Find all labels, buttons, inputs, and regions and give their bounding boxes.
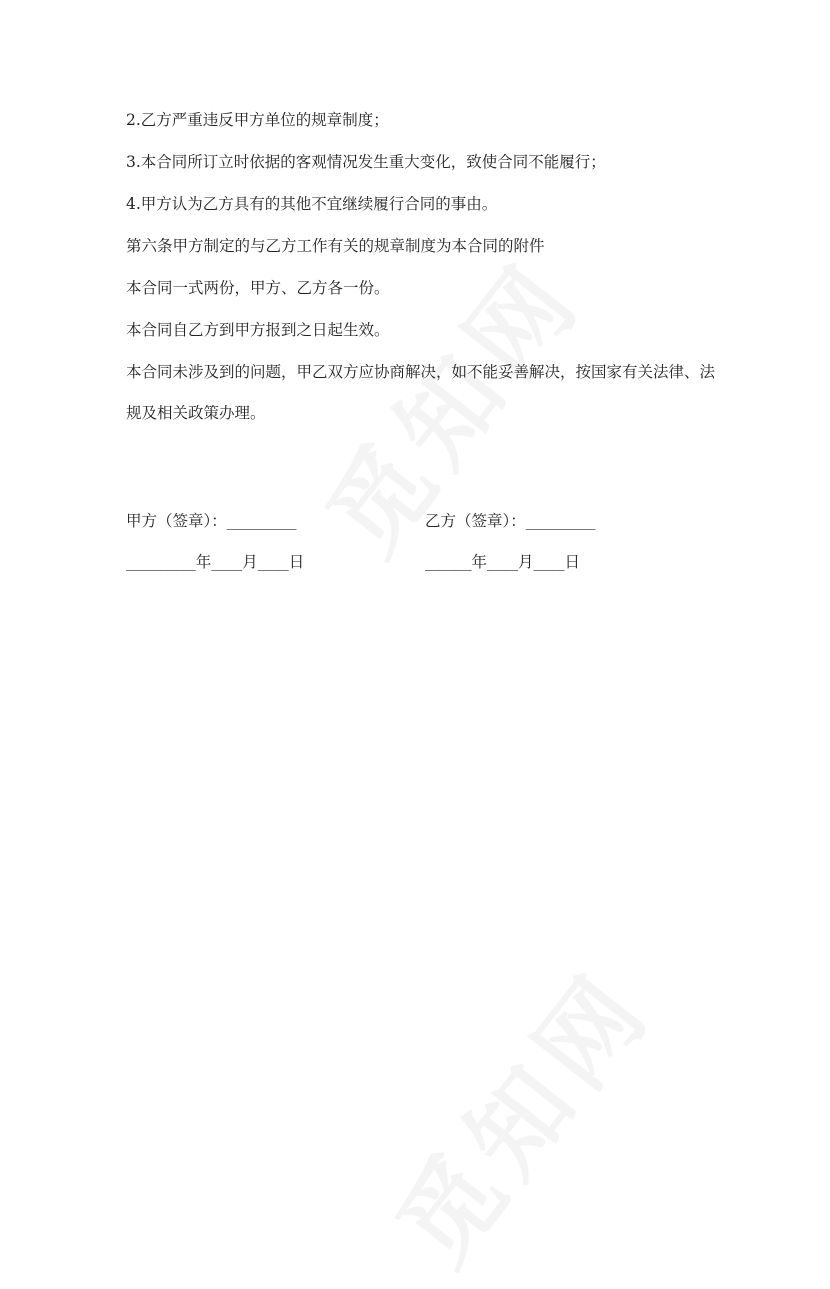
- clause-item-3: 3.本合同所订立时依据的客观情况发生重大变化，致使合同不能履行；: [126, 153, 606, 171]
- effective-statement: 本合同自乙方到甲方报到之日起生效。: [126, 321, 390, 339]
- document-body: [126, 110, 726, 434]
- unresolved-issues-statement: 本合同未涉及到的问题，甲乙双方应协商解决，如不能妥善解决，按国家有关法律、法规及相关政策办理。: [126, 363, 716, 422]
- party-b-date: ______年____月____日: [425, 553, 581, 571]
- watermark: [358, 935, 678, 1288]
- party-a-date: _________年____月____日: [126, 553, 305, 571]
- party-b-signature: 乙方（签章）：_________: [425, 512, 596, 530]
- article-six: 第六条甲方制定的与乙方工作有关的规章制度为本合同的附件: [126, 237, 545, 255]
- clause-item-4: 4.甲方认为乙方具有的其他不宜继续履行合同的事由。: [126, 195, 498, 213]
- party-a-signature: 甲方（签章）：_________: [126, 512, 297, 530]
- copies-statement: 本合同一式两份，甲方、乙方各一份。: [126, 279, 390, 297]
- clause-item-2: 2.乙方严重违反甲方单位的规章制度；: [126, 111, 389, 129]
